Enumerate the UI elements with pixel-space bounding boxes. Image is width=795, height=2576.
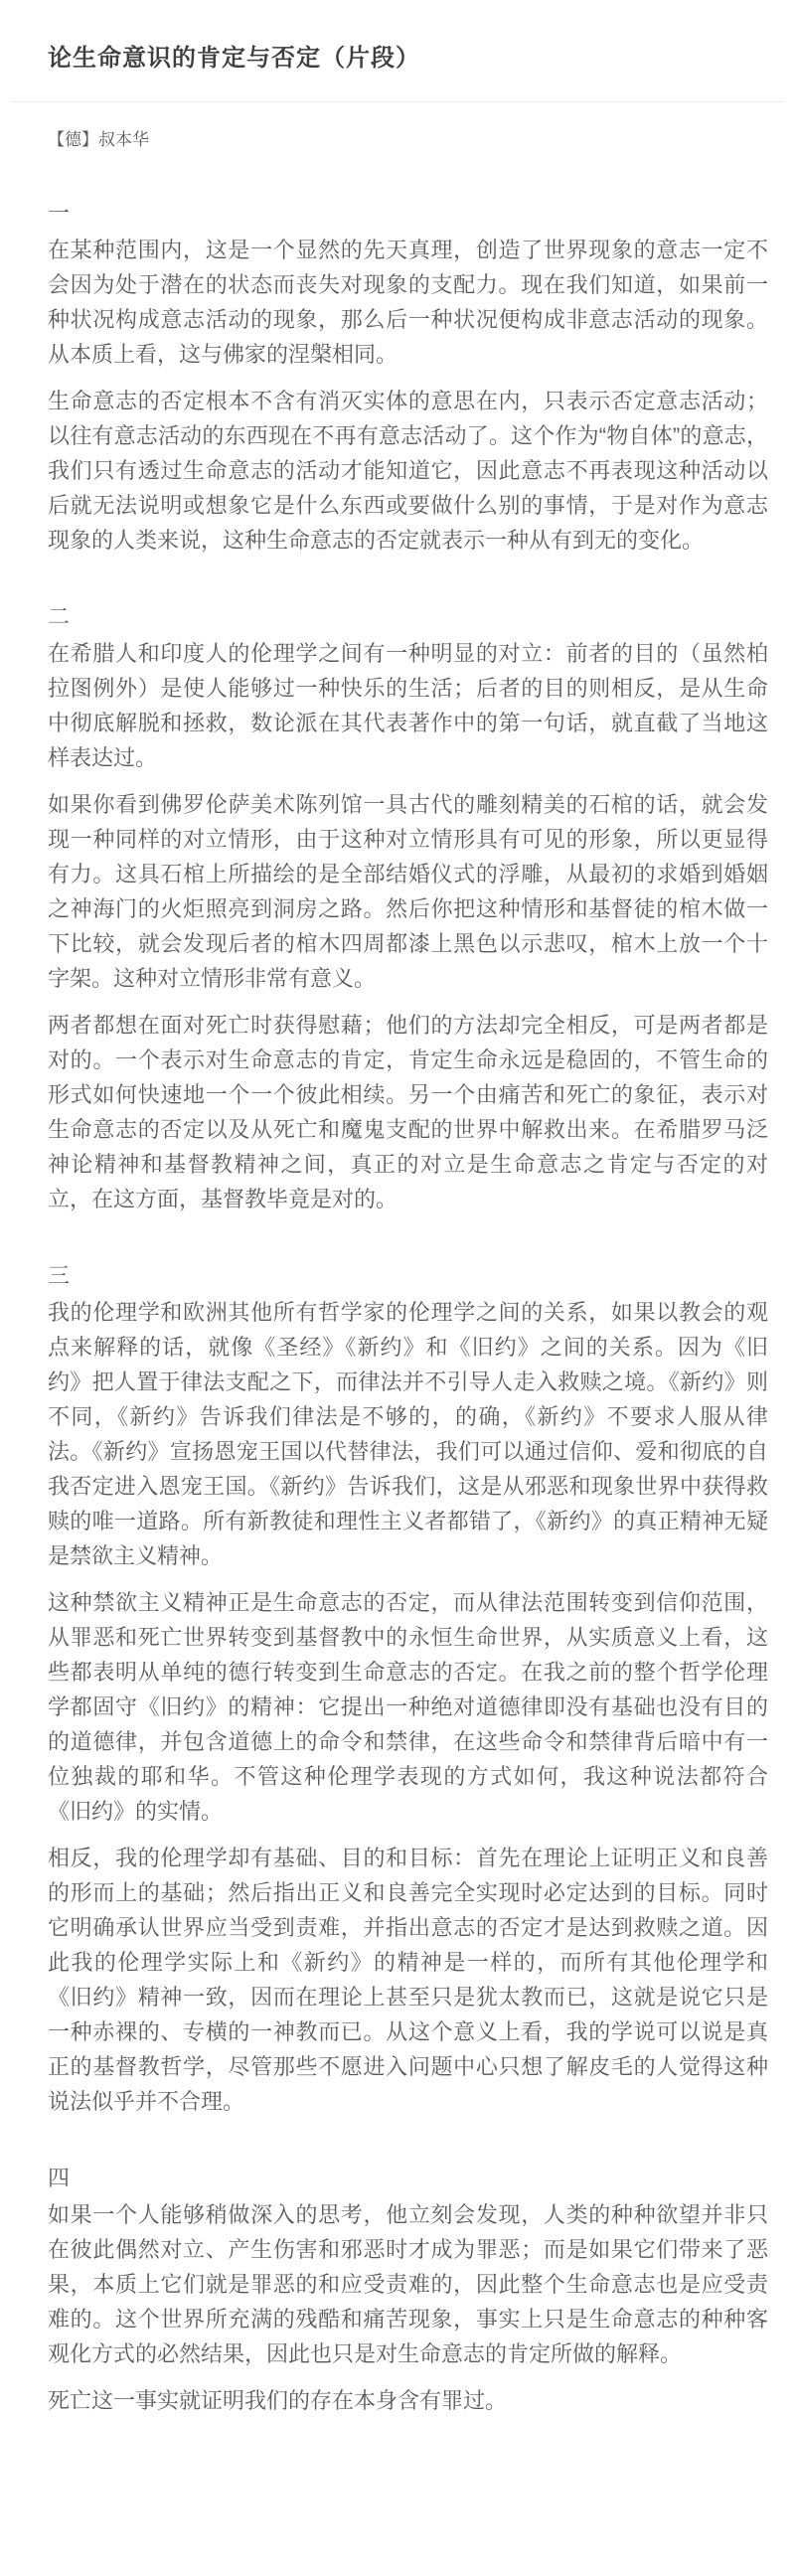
- paragraph: 生命意志的否定根本不含有消灭实体的意思在内，只表示否定意志活动；以往有意志活动的东西现在不再有意志活动了。这个作为“物自体”的意志，我们只有透过生命意志的活动才能知道它，因此意志不再表现这种活动以后就无法说明或想象它是什么东西或要做什么别的事情，于是对作为意志现象的人类来说，这种生命意志的否定就表示一种从有到无的变化。: [48, 389, 768, 553]
- article-header: [10, 42, 785, 76]
- title-divider: [10, 101, 785, 102]
- section-3: [48, 1258, 768, 2119]
- section-heading: 一: [48, 201, 71, 226]
- paragraph: 相反，我的伦理学却有基础、目的和目标：首先在理论上证明正义和良善的形而上的基础；然后指出正义和良善完全实现时必定达到的目标。同时它明确承认世界应当受到责难，并指出意志的否定才是达到救赎之道。因此我的伦理学实际上和《新约》的精神是一样的，而所有其他伦理学和《旧约》精神一致，因而在理论上甚至只是犹太教而已，这就是说它只是一种赤裸的、专横的一神教而已。从这个意义上看，我的学说可以说是真正的基督教哲学，尽管那些不愿进入问题中心只想了解皮毛的人觉得这种说法似乎并不合理。: [48, 1846, 768, 2114]
- paragraph: 这种禁欲主义精神正是生命意志的否定，而从律法范围转变到信仰范围，从罪恶和死亡世界转变到基督教中的永恒生命世界，从实质意义上看，这些都表明从单纯的德行转变到生命意志的否定。在我之前的整个哲学伦理学都固守《旧约》的精神：它提出一种绝对道德律即没有基础也没有目的的道德律，并包含道德上的命令和禁律，在这些命令和禁律背后暗中有一位独裁的耶和华。不管这种伦理学表现的方式如何，我这种说法都符合《旧约》的实情。: [48, 1590, 768, 1824]
- paragraph: 我的伦理学和欧洲其他所有哲学家的伦理学之间的关系，如果以教会的观点来解释的话，就像《圣经》《新约》和《旧约》之间的关系。因为《旧约》把人置于律法支配之下，而律法并不引导人走入救赎之境。《新约》则不同，《新约》告诉我们律法是不够的，的确，《新约》不要求人服从律法。《新约》宣扬恩宠王国以代替律法，我们可以通过信仰、爱和彻底的自我否定进入恩宠王国。《新约》告诉我们，这是从邪恶和现象世界中获得救赎的唯一道路。所有新教徒和理性主义者都错了，《新约》的真正精神无疑是禁欲主义精神。: [48, 1300, 768, 1568]
- section-heading: 二: [48, 604, 71, 629]
- paragraph: 如果一个人能够稍做深入的思考，他立刻会发现，人类的种种欲望并非只在彼此偶然对立、产生伤害和邪恶时才成为罪恶；而是如果它们带来了恶果，本质上它们就是罪恶的和应受责难的，因此整个生命意志也是应受责难的。这个世界所充满的残酷和痛苦现象，事实上只是生命意志的种种客观化方式的必然结果，因此也只是对生命意志的肯定所做的解释。: [48, 2202, 768, 2366]
- section-heading: 三: [48, 1263, 71, 1288]
- section-2: [48, 599, 768, 1216]
- paragraph: 在希腊人和印度人的伦理学之间有一种明显的对立：前者的目的（虽然柏拉图例外）是使人能够过一种快乐的生活；后者的目的则相反，是从生命中彻底解脱和拯救，数论派在其代表著作中的第一句话，就直截了当地这样表达过。: [48, 641, 768, 770]
- page-title: 论生命意识的肯定与否定（片段）: [48, 45, 420, 72]
- paragraph: 在某种范围内，这是一个显然的先天真理，创造了世界现象的意志一定不会因为处于潜在的状态而丧失对现象的支配力。现在我们知道，如果前一种状况构成意志活动的现象，那么后一种状况便构成非意志活动的现象。从本质上看，这与佛家的涅槃相同。: [48, 238, 768, 367]
- section-heading: 四: [48, 2166, 71, 2190]
- article-body: [48, 196, 768, 2418]
- section-4: [48, 2161, 768, 2418]
- article-author: 【德】叔本华: [48, 130, 149, 149]
- paragraph: 死亡这一事实就证明我们的存在本身含有罪过。: [48, 2388, 508, 2413]
- paragraph: 如果你看到佛罗伦萨美术陈列馆一具古代的雕刻精美的石棺的话，就会发现一种同样的对立情形，由于这种对立情形具有可见的形象，所以更显得有力。这具石棺上所描绘的是全部结婚仪式的浮雕，从最初的求婚到婚姻之神海门的火炬照亮到洞房之路。然后你把这种情形和基督徒的棺木做一下比较，就会发现后者的棺木四周都漆上黑色以示悲叹，棺木上放一个十字架。这种对立情形非常有意义。: [48, 792, 768, 991]
- section-1: [48, 196, 768, 558]
- article-content: [10, 126, 785, 2418]
- paragraph: 两者都想在面对死亡时获得慰藉；他们的方法却完全相反，可是两者都是对的。一个表示对生命意志的肯定，肯定生命永远是稳固的，不管生命的形式如何快速地一个一个彼此相续。另一个由痛苦和死亡的象征，表示对生命意志的否定以及从死亡和魔鬼支配的世界中解救出来。在希腊罗马泛神论精神和基督教精神之间，真正的对立是生命意志之肯定与否定的对立，在这方面，基督教毕竟是对的。: [48, 1013, 768, 1211]
